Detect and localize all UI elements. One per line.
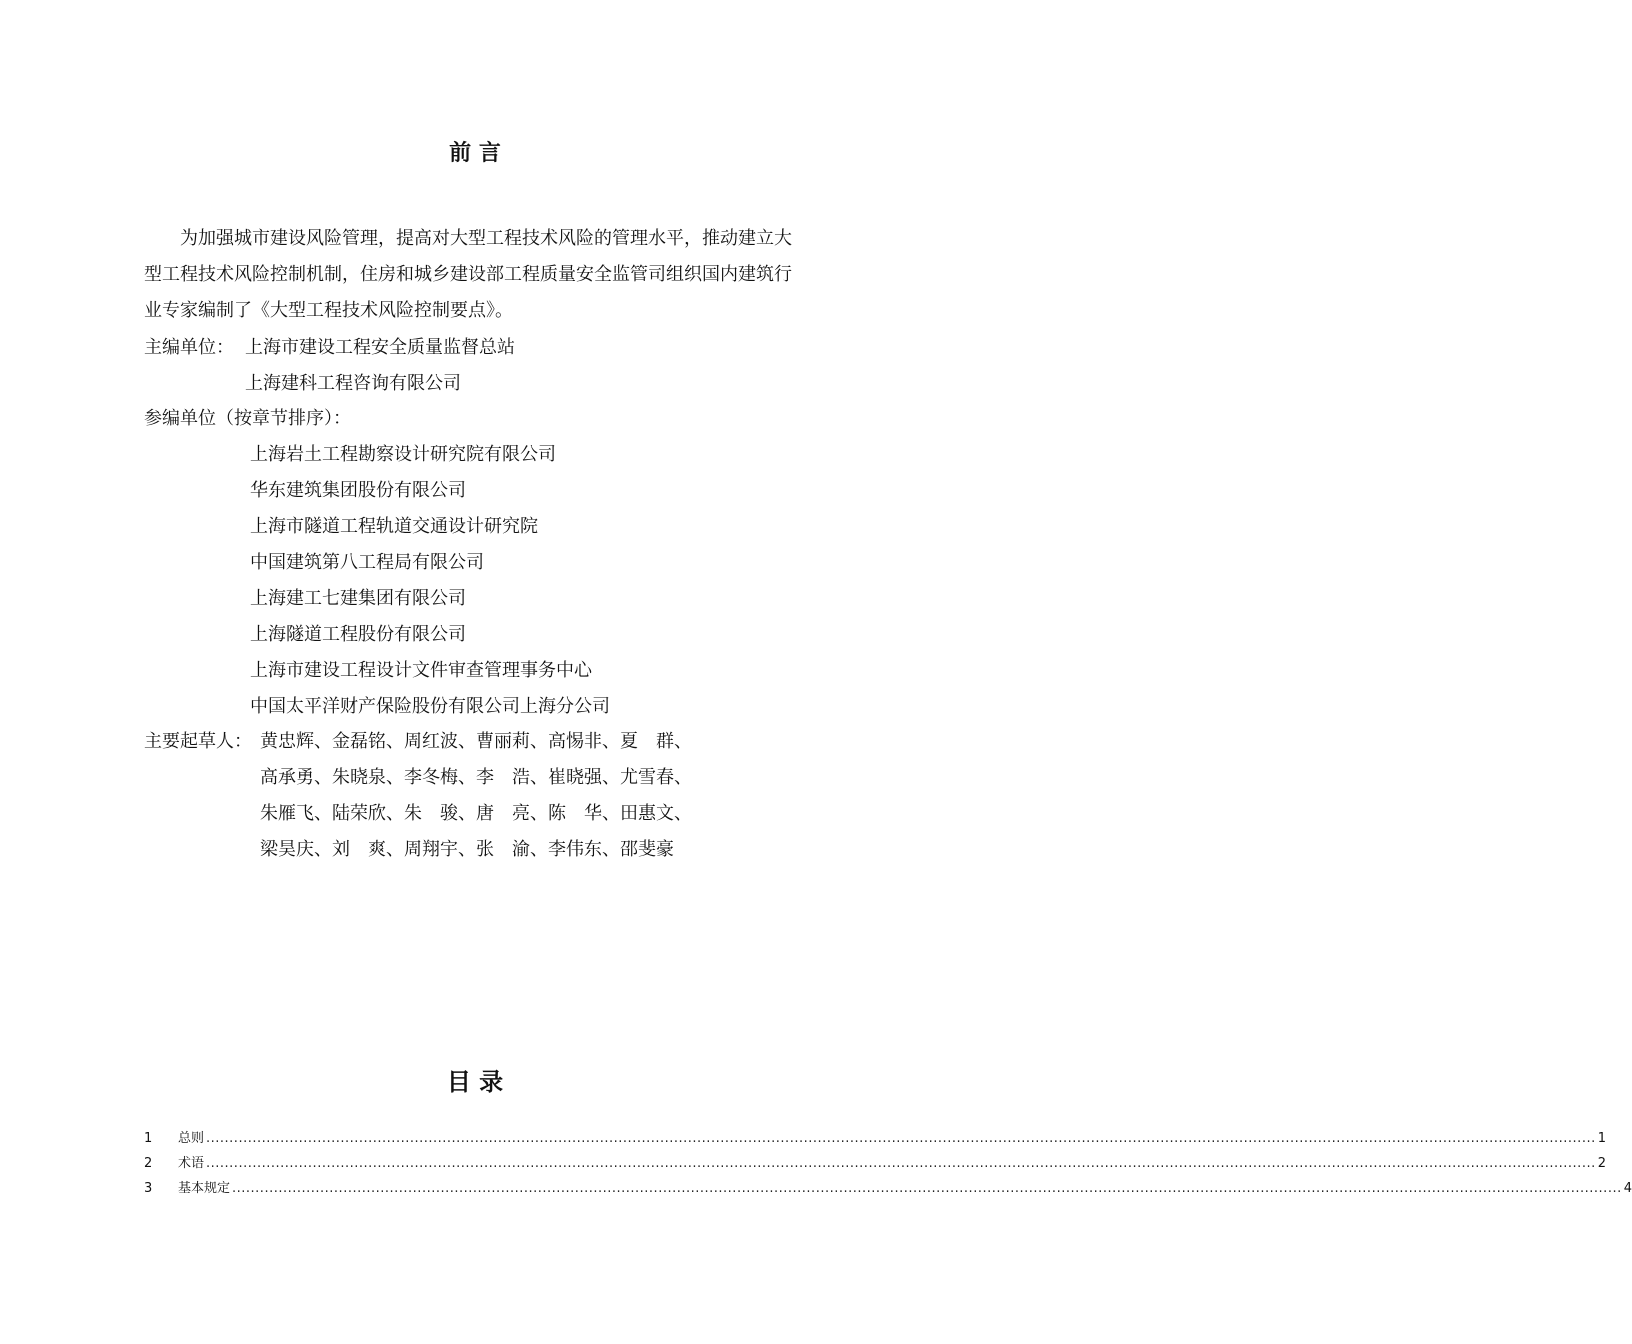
drafters-line: 黄忠辉、金磊铭、周红波、曹丽莉、高惕非、夏 群、 [260,731,692,752]
toc-entry-number: 2 [144,1156,153,1171]
toc-title: 目 录 [446,1068,504,1096]
toc-leader-dots: ............................................................................................................................................................................................................................................................................................................ [206,1156,1596,1171]
toc-entry[interactable] [144,1178,1632,1200]
preface-title: 前 言 [449,141,501,166]
toc-entry-page: 4 [1623,1181,1632,1196]
participating-unit: 华东建筑集团股份有限公司 [250,480,466,501]
participating-unit: 上海岩土工程勘察设计研究院有限公司 [250,444,556,465]
toc-entry-page: 1 [1597,1131,1606,1146]
drafters-line: 朱雁飞、陆荣欣、朱 骏、唐 亮、陈 华、田惠文、 [260,803,692,824]
participating-unit: 上海隧道工程股份有限公司 [250,624,466,645]
drafters-label: 主要起草人： [144,731,252,752]
toc-leader-dots: ............................................................................................................................................................................................................................................................................................................ [206,1131,1596,1146]
participating-unit: 中国建筑第八工程局有限公司 [250,552,484,573]
toc-entry[interactable] [144,1153,1606,1175]
toc-entry-number: 1 [144,1131,153,1146]
preface-paragraph: 为加强城市建设风险管理，提高对大型工程技术风险的管理水平，推动建立大型工程技术风险控制机制，住房和城乡建设部工程质量安全监管司组织国内建筑行业专家编制了《大型工程技术风险控制要点》。 [144,228,792,321]
drafters-line: 梁昊庆、刘 爽、周翔宇、张 渝、李伟东、邵斐豪 [260,839,674,860]
participating-unit: 上海建工七建集团有限公司 [250,588,466,609]
toc-entry-number: 3 [144,1181,153,1196]
participating-unit: 中国太平洋财产保险股份有限公司上海分公司 [250,696,610,717]
toc-entry[interactable] [144,1128,1606,1150]
chief-editor-unit: 上海建科工程咨询有限公司 [245,373,461,394]
participating-unit: 上海市建设工程设计文件审查管理事务中心 [250,660,592,681]
participating-unit: 上海市隧道工程轨道交通设计研究院 [250,516,538,537]
toc-entry-page: 2 [1597,1156,1606,1171]
toc-entry-label: 基本规定 [178,1181,231,1196]
toc-entry-label: 总则 [178,1131,205,1146]
chief-editor-label: 主编单位： [144,337,234,358]
participating-units-label: 参编单位（按章节排序）： [144,408,351,429]
toc-entry-label: 术语 [178,1156,205,1171]
chief-editor-unit: 上海市建设工程安全质量监督总站 [245,337,515,358]
toc-leader-dots: ............................................................................................................................................................................................................................................................................................................ [232,1181,1622,1196]
drafters-line: 高承勇、朱晓泉、李冬梅、李 浩、崔晓强、尤雪春、 [260,767,692,788]
